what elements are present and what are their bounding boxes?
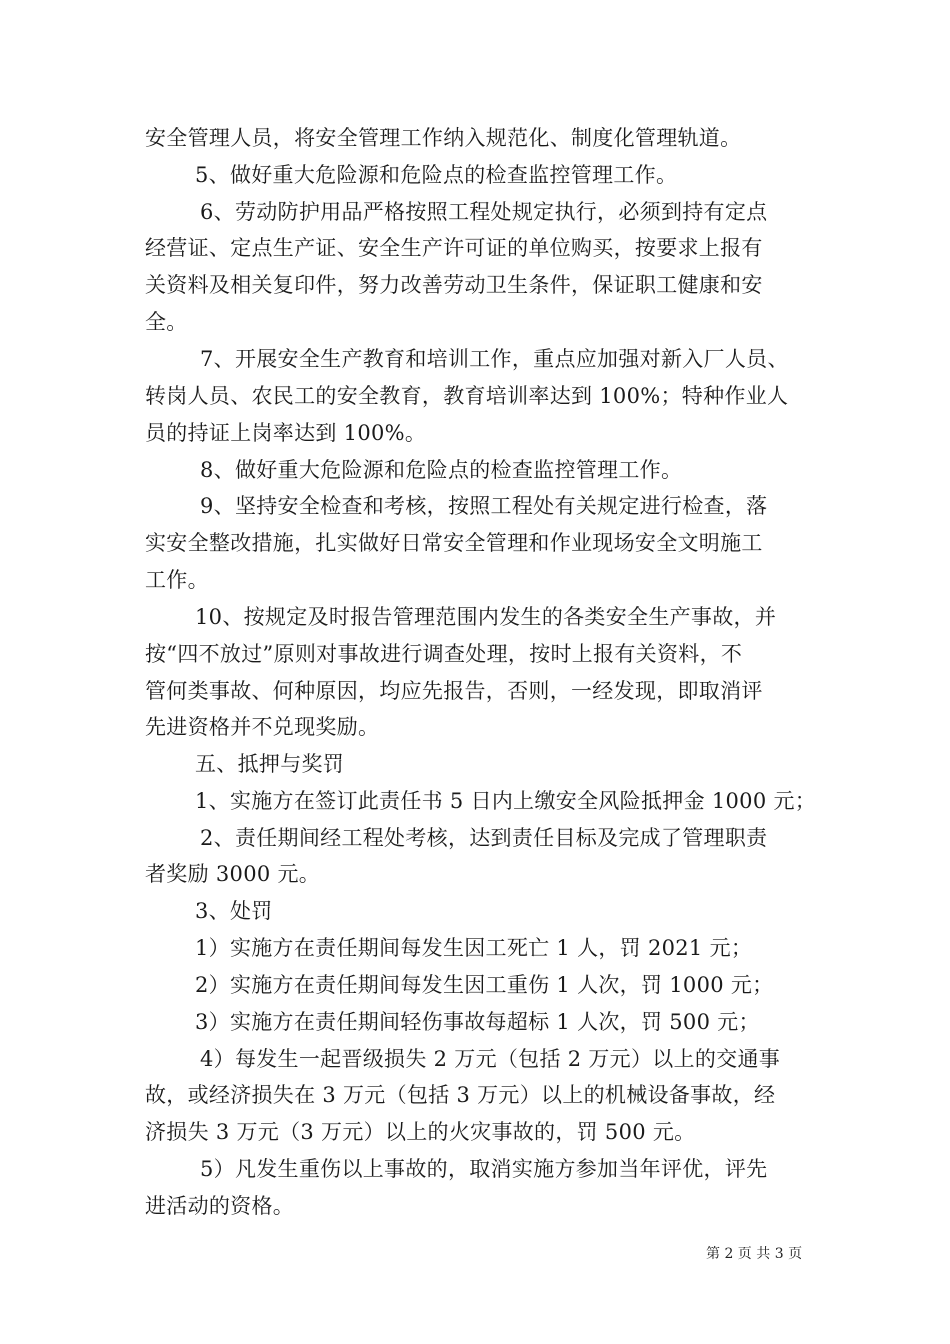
text-line: 员的持证上岗率达到 100%。 bbox=[145, 421, 427, 445]
text-line: 安全管理人员，将安全管理工作纳入规范化、制度化管理轨道。 bbox=[145, 126, 742, 150]
text-line: 按“四不放过”原则对事故进行调查处理，按时上报有关资料，不 bbox=[145, 642, 743, 666]
text-line: 3）实施方在责任期间轻伤事故每超标 1 人次，罚 500 元； bbox=[195, 1010, 760, 1034]
text-line: 8、做好重大危险源和危险点的检查监控管理工作。 bbox=[200, 458, 683, 482]
text-line: 者奖励 3000 元。 bbox=[145, 862, 321, 886]
text-line: 实安全整改措施，扎实做好日常安全管理和作业现场安全文明施工 bbox=[145, 531, 763, 555]
text-line: 经营证、定点生产证、安全生产许可证的单位购买，按要求上报有 bbox=[145, 236, 763, 260]
page-number: 第 2 页 共 3 页 bbox=[706, 1246, 803, 1262]
text-line: 管何类事故、何种原因，均应先报告，否则，一经发现，即取消评 bbox=[145, 679, 763, 703]
text-line: 7、开展安全生产教育和培训工作，重点应加强对新入厂人员、 bbox=[200, 347, 789, 371]
text-line: 9、坚持安全检查和考核，按照工程处有关规定进行检查，落 bbox=[200, 494, 768, 518]
text-line: 1、实施方在签订此责任书 5 日内上缴安全风险抵押金 1000 元； bbox=[195, 789, 817, 813]
text-line: 转岗人员、农民工的安全教育，教育培训率达到 100%；特种作业人 bbox=[145, 384, 789, 408]
text-line: 济损失 3 万元（3 万元）以上的火灾事故的，罚 500 元。 bbox=[145, 1120, 696, 1144]
text-line: 5、做好重大危险源和危险点的检查监控管理工作。 bbox=[195, 163, 678, 187]
text-line: 2、责任期间经工程处考核，达到责任目标及完成了管理职责 bbox=[200, 826, 768, 850]
text-line: 全。 bbox=[145, 310, 188, 334]
text-line: 4）每发生一起晋级损失 2 万元（包括 2 万元）以上的交通事 bbox=[200, 1047, 781, 1071]
text-line: 关资料及相关复印件，努力改善劳动卫生条件，保证职工健康和安 bbox=[145, 273, 763, 297]
text-line: 1）实施方在责任期间每发生因工死亡 1 人，罚 2021 元； bbox=[195, 936, 753, 960]
section-heading: 五、抵押与奖罚 bbox=[195, 752, 345, 776]
text-line: 工作。 bbox=[145, 568, 209, 592]
text-line: 6、劳动防护用品严格按照工程处规定执行，必须到持有定点 bbox=[200, 200, 768, 224]
text-line: 先进资格并不兑现奖励。 bbox=[145, 715, 380, 739]
text-line: 进活动的资格。 bbox=[145, 1194, 295, 1218]
text-line: 5）凡发生重伤以上事故的，取消实施方参加当年评优，评先 bbox=[200, 1157, 768, 1181]
text-line: 10、按规定及时报告管理范围内发生的各类安全生产事故，并 bbox=[195, 605, 777, 629]
text-line: 故，或经济损失在 3 万元（包括 3 万元）以上的机械设备事故，经 bbox=[145, 1083, 776, 1107]
text-line: 3、处罚 bbox=[195, 899, 273, 923]
text-line: 2）实施方在责任期间每发生因工重伤 1 人次，罚 1000 元； bbox=[195, 973, 774, 997]
